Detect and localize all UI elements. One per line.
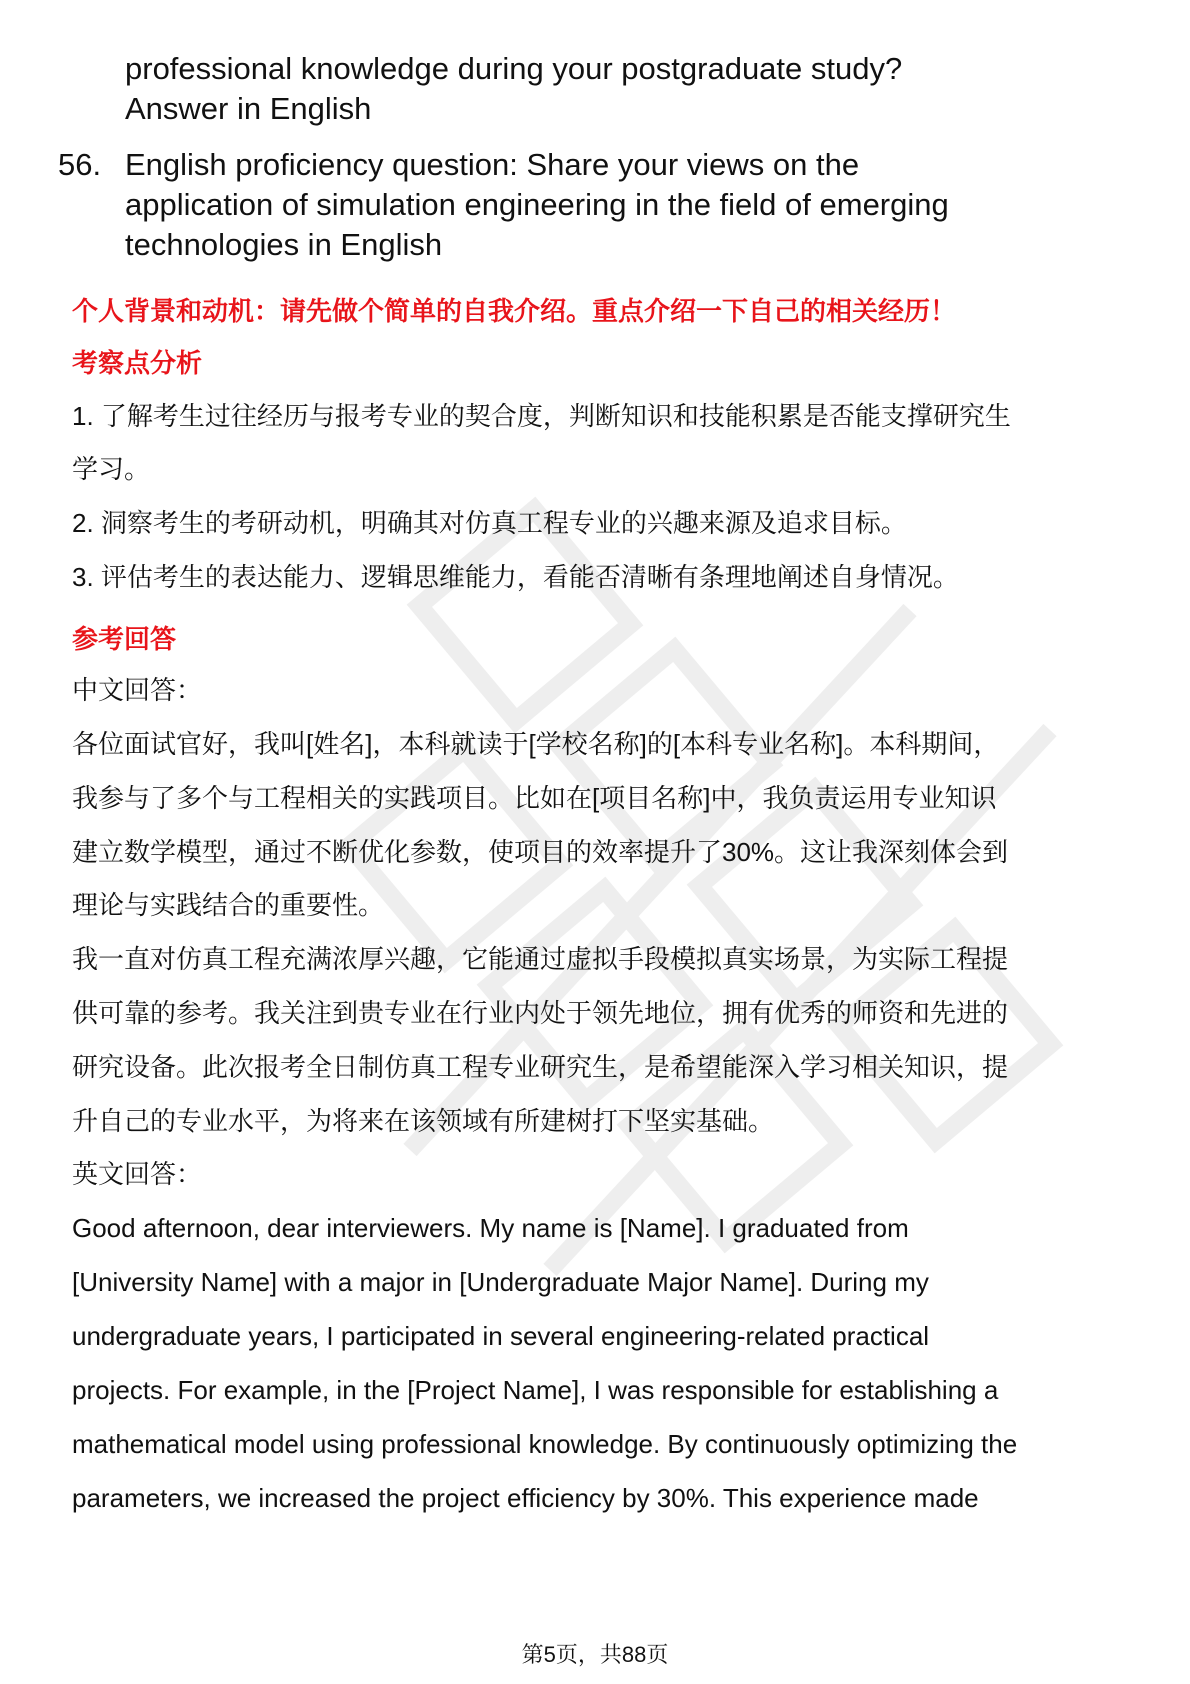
question-56-line-1: English proficiency question: Share your views on the (125, 147, 860, 182)
chinese-answer-line: 升自己的专业水平，为将来在该领域有所建树打下坚实基础。 (72, 1106, 775, 1136)
english-answer-line: mathematical model using professional knowledge. By continuously optimizing the (72, 1429, 1018, 1459)
question-55-line-2: Answer in English (125, 91, 372, 126)
chinese-answer-line: 建立数学模型，通过不断优化参数，使项目的效率提升了30%。这让我深刻体会到 (72, 837, 1009, 867)
chinese-answer-line: 理论与实践结合的重要性。 (72, 890, 385, 920)
english-answer-line: parameters, we increased the project efficiency by 30%. This experience made (72, 1483, 979, 1513)
page-number: 第5页，共88页 (521, 1642, 669, 1667)
english-answer-line: undergraduate years, I participated in several engineering-related practical (72, 1321, 930, 1351)
question-55-line-1: professional knowledge during your postgraduate study? (125, 51, 903, 86)
english-answer-label: 英文回答： (72, 1159, 203, 1189)
analysis-title: 考察点分析 (72, 348, 203, 378)
chinese-answer-label: 中文回答： (72, 675, 203, 705)
reference-title: 参考回答 (72, 624, 177, 654)
question-56-number: 56. (58, 147, 102, 182)
question-56-line-2: application of simulation engineering in the field of emerging (125, 187, 949, 222)
chinese-answer-line: 供可靠的参考。我关注到贵专业在行业内处于领先地位，拥有优秀的师资和先进的 (72, 998, 1009, 1028)
analysis-line: 2. 洞察考生的考研动机，明确其对仿真工程专业的兴趣来源及追求目标。 (72, 508, 907, 538)
chinese-answer-line: 我参与了多个与工程相关的实践项目。比如在[项目名称]中，我负责运用专业知识 (72, 783, 997, 813)
chinese-answer-line: 各位面试官好，我叫[姓名]，本科就读于[学校名称]的[本科专业名称]。本科期间， (72, 729, 1000, 759)
chinese-answer-line: 研究设备。此次报考全日制仿真工程专业研究生，是希望能深入学习相关知识，提 (72, 1052, 1009, 1082)
chinese-answer-line: 我一直对仿真工程充满浓厚兴趣，它能通过虚拟手段模拟真实场景，为实际工程提 (72, 944, 1009, 974)
english-answer-line: [University Name] with a major in [Undergraduate Major Name]. During my (72, 1267, 929, 1297)
section-heading: 个人背景和动机：请先做个简单的自我介绍。重点介绍一下自己的相关经历！ (72, 296, 957, 326)
question-56-line-3: technologies in English (125, 227, 443, 262)
analysis-line: 3. 评估考生的表达能力、逻辑思维能力，看能否清晰有条理地阐述自身情况。 (72, 562, 959, 592)
english-answer-line: projects. For example, in the [Project Name], I was responsible for establishing a (72, 1375, 999, 1405)
analysis-line: 学习。 (72, 454, 151, 484)
analysis-line: 1. 了解考生过往经历与报考专业的契合度，判断知识和技能积累是否能支撑研究生 (72, 401, 1011, 431)
english-answer-line: Good afternoon, dear interviewers. My name is [Name]. I graduated from (72, 1213, 909, 1243)
